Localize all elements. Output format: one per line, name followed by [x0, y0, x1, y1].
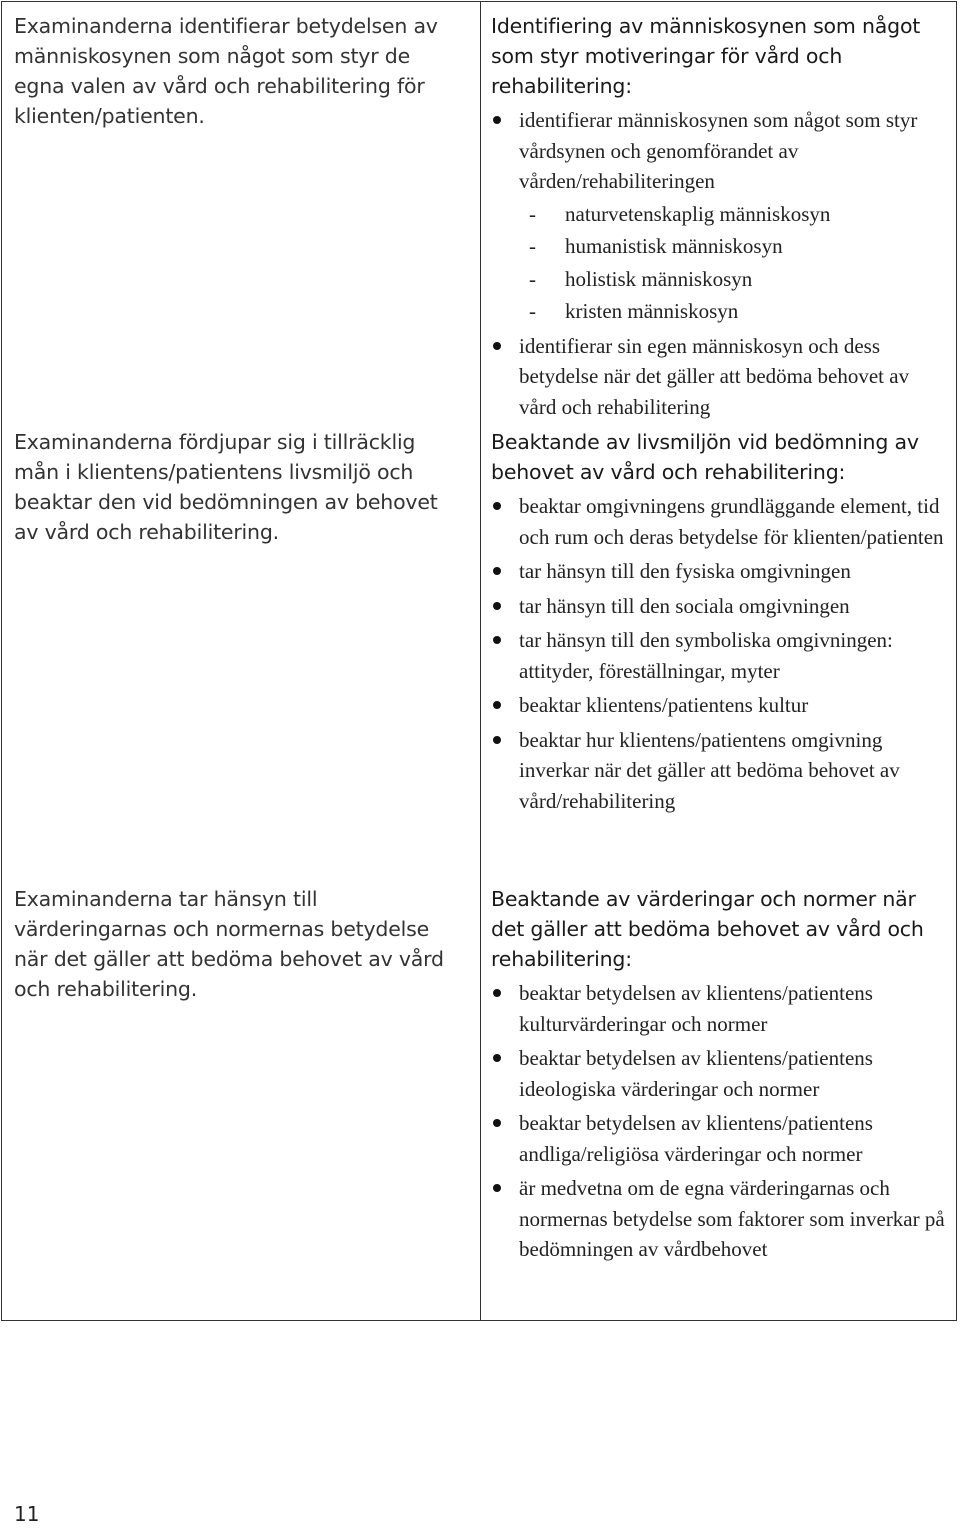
- list-item-text: beaktar betydelsen av klientens/patientens ideologiska värderingar och normer: [519, 1046, 873, 1101]
- list-item-text: är medvetna om de egna värderingarnas och normernas betydelse som faktorer som inverkar på bedömningen av vårdbehovet: [519, 1176, 945, 1261]
- list-item-text: tar hänsyn till den symboliska omgivningen: attityder, föreställningar, myter: [519, 628, 893, 683]
- right-column: [491, 2, 951, 1320]
- bullet-icon: [493, 1184, 501, 1192]
- bullet-icon: [493, 502, 501, 510]
- criteria-section: [491, 884, 951, 1269]
- list-item: [491, 105, 951, 327]
- list-item: [491, 591, 951, 622]
- sub-item-text: holistisk människosyn: [565, 266, 753, 291]
- sub-item-text: naturvetenskaplig människosyn: [565, 201, 831, 226]
- column-divider: [480, 2, 481, 1320]
- criteria-section: [491, 427, 951, 820]
- bullet-icon: [493, 1054, 501, 1062]
- list-item: [491, 491, 951, 552]
- section-heading: Identifiering av människosynen som något som styr motiveringar för vård och rehabilitering:: [491, 14, 921, 98]
- bullet-list: [491, 978, 951, 1265]
- list-item: [491, 978, 951, 1039]
- list-item-text: beaktar klientens/patientens kultur: [519, 693, 809, 717]
- list-item-text: identifierar sin egen människosyn och dess betydelse när det gäller att bedöma behovet av vård och rehabilitering: [519, 333, 910, 419]
- bullet-icon: [493, 1119, 501, 1127]
- bullet-icon: [493, 116, 501, 124]
- sub-item: [529, 296, 951, 327]
- left-paragraph: Examinanderna tar hänsyn till värderingarnas och normernas betydelse när det gäller att bedöma behovet av vård och rehabilitering.: [14, 887, 444, 1001]
- section-heading: Beaktande av livsmiljön vid bedömning av behovet av vård och rehabilitering:: [491, 430, 919, 484]
- left-paragraph: Examinanderna identifierar betydelsen av människosynen som något som styr de egna valen av vård och rehabilitering för klienten/patienten.: [14, 14, 438, 128]
- section-heading: Beaktande av värderingar och normer när det gäller att bedöma behovet av vård och rehabilitering:: [491, 887, 924, 971]
- page-number: 11: [14, 1502, 40, 1526]
- criteria-table: [1, 1, 957, 1321]
- bullet-list: [491, 491, 951, 816]
- bullet-icon: [493, 989, 501, 997]
- sub-item-text: kristen människosyn: [565, 299, 739, 323]
- criteria-section: [491, 11, 951, 426]
- dash-icon: -: [529, 201, 536, 226]
- list-item: [491, 1108, 951, 1169]
- list-item-text: beaktar omgivningens grundläggande element, tid och rum och deras betydelse för klienten/patienten: [519, 494, 944, 549]
- bullet-icon: [493, 567, 501, 575]
- bullet-icon: [493, 701, 501, 709]
- list-item-text: tar hänsyn till den sociala omgivningen: [519, 593, 850, 618]
- sub-item-text: humanistisk människosyn: [565, 234, 783, 258]
- list-item-text: beaktar betydelsen av klientens/patientens andliga/religiösa värderingar och normer: [519, 1111, 873, 1166]
- sub-list: [519, 199, 951, 327]
- dash-icon: -: [529, 299, 536, 323]
- sub-item: [529, 199, 951, 230]
- bullet-icon: [493, 736, 501, 744]
- list-item: [491, 625, 951, 686]
- list-item: [491, 1173, 951, 1265]
- list-item: [491, 1043, 951, 1104]
- left-paragraph: Examinanderna fördjupar sig i tillräcklig mån i klientens/patientens livsmiljö och beaktar den vid bedömningen av behovet av vård och rehabilitering.: [14, 430, 438, 544]
- list-item-text: identifierar människosynen som något som styr vårdsynen och genomförandet av vården/rehabiliteringen: [519, 108, 918, 193]
- left-column: [14, 2, 466, 1320]
- list-item: [491, 556, 951, 587]
- bullet-icon: [493, 342, 501, 350]
- dash-icon: -: [529, 266, 536, 291]
- sub-item: [529, 264, 951, 295]
- list-item-text: tar hänsyn till den fysiska omgivningen: [519, 559, 851, 583]
- list-item: [491, 331, 951, 423]
- bullet-icon: [493, 602, 501, 610]
- dash-icon: -: [529, 234, 536, 258]
- list-item: [491, 690, 951, 721]
- list-item-text: beaktar betydelsen av klientens/patientens kulturvärderingar och normer: [519, 981, 873, 1036]
- sub-item: [529, 231, 951, 262]
- list-item: [491, 725, 951, 817]
- bullet-list: [491, 105, 951, 422]
- list-item-text: beaktar hur klientens/patientens omgivning inverkar när det gäller att bedöma behovet av vård/rehabilitering: [519, 727, 900, 813]
- bullet-icon: [493, 636, 501, 644]
